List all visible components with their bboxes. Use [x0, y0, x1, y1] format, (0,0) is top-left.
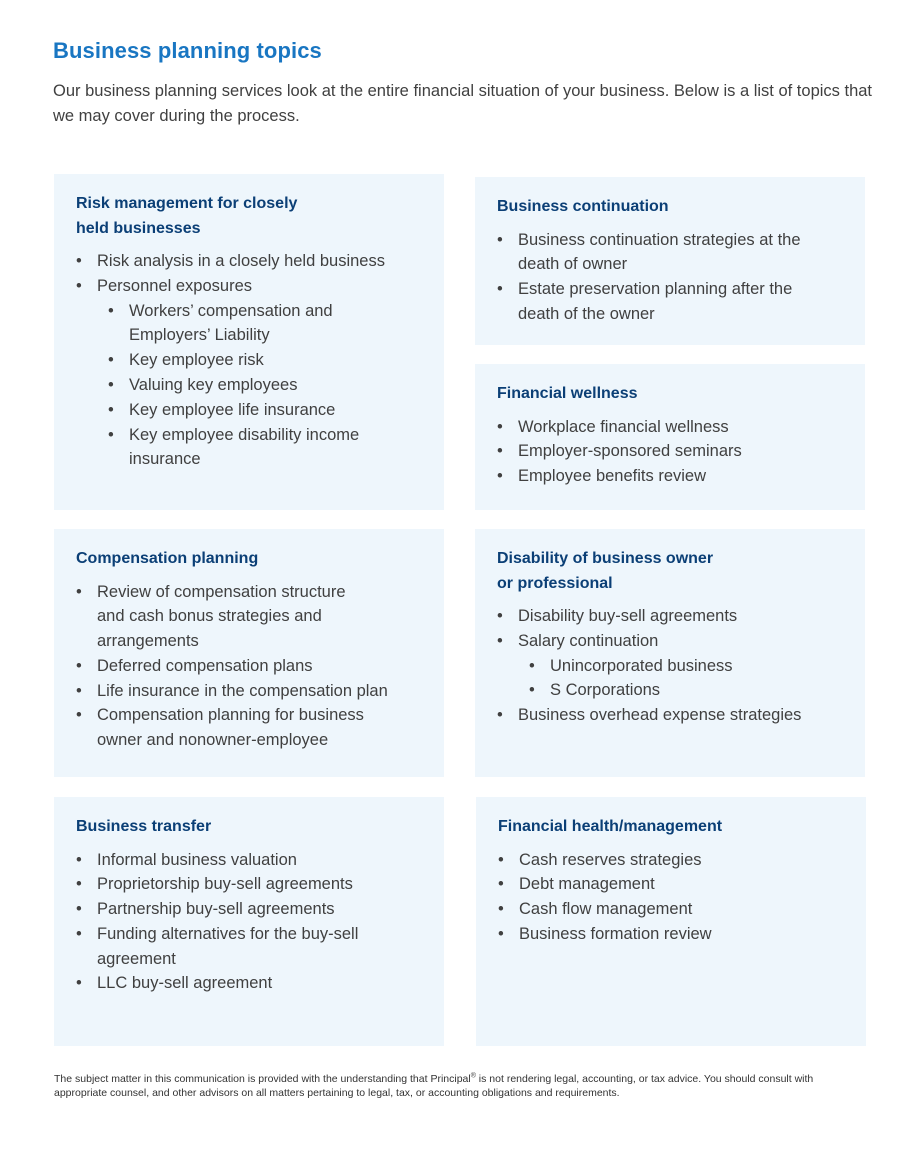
disability-list	[497, 604, 845, 728]
list-item: • Personnel exposures	[76, 274, 424, 299]
card-financial-health-title: Financial health/management	[498, 818, 723, 835]
card-disability	[475, 529, 865, 777]
list-item: • Business continuation strategies at the death of owner	[497, 228, 838, 278]
disclaimer	[54, 1073, 869, 1100]
title-line-1: Risk management for closely	[76, 195, 298, 212]
sub-list-item: • Key employee disability income insurance	[76, 423, 389, 473]
card-risk-management-title	[76, 192, 424, 241]
sub-list-item: • Workers’ compensation and Employers’ Liability	[76, 299, 359, 349]
title-line-2: or professional	[497, 574, 613, 592]
registered-mark: ®	[470, 1072, 476, 1080]
health-list	[498, 848, 846, 947]
card-business-continuation-title: Business continuation	[497, 198, 669, 215]
list-item: • Business formation review	[498, 922, 846, 947]
list-item: • Review of compensation structure and cash bonus strategies and arrangements	[76, 580, 367, 654]
list-item: • Deferred compensation plans	[76, 654, 424, 679]
list-item: • Disability buy-sell agreements	[497, 604, 845, 629]
list-item: • Debt management	[498, 872, 846, 897]
list-item: • Funding alternatives for the buy-sell agreement	[76, 922, 397, 972]
list-item: • Workplace financial wellness	[497, 415, 845, 440]
card-disability-title	[497, 547, 845, 596]
page-title: Business planning topics	[53, 38, 322, 63]
sub-list-item: • Unincorporated business	[497, 654, 845, 679]
list-item: • Compensation planning for business owner and nonowner-employee	[76, 703, 397, 753]
disclaimer-part-2: is not rendering legal, accounting, or tax advice. You should consult with appropriate counsel, and other advisors on all matters pertaining to legal, tax, or accounting obligations and requirements.	[54, 1073, 814, 1099]
card-compensation-planning-title: Compensation planning	[76, 550, 259, 567]
compensation-list	[76, 580, 424, 754]
disclaimer-part-1: The subject matter in this communication is provided with the understanding that Principal	[54, 1073, 471, 1085]
sub-list-item: • Key employee life insurance	[76, 398, 424, 423]
list-item: • Partnership buy-sell agreements	[76, 897, 424, 922]
card-risk-management	[54, 174, 444, 510]
list-item: • Business overhead expense strategies	[497, 703, 845, 728]
title-line-1: Disability of business owner	[497, 550, 714, 567]
intro-paragraph: Our business planning services look at the entire financial situation of your business. Below is a list of topics that we may cover during the process.	[53, 82, 873, 125]
list-item: • Cash flow management	[498, 897, 846, 922]
card-business-transfer-title: Business transfer	[76, 818, 212, 835]
list-item: • Informal business valuation	[76, 848, 424, 873]
transfer-list	[76, 848, 424, 997]
card-business-transfer	[54, 797, 444, 1046]
list-item: • Life insurance in the compensation plan	[76, 679, 424, 704]
card-financial-wellness	[475, 364, 865, 510]
list-item: • Estate preservation planning after the death of the owner	[497, 277, 838, 327]
title-line-2: held businesses	[76, 219, 201, 237]
list-item: • LLC buy-sell agreement	[76, 971, 424, 996]
continuation-list	[497, 228, 845, 327]
sub-list-item: • Valuing key employees	[76, 373, 424, 398]
list-item: • Salary continuation	[497, 629, 845, 654]
list-item: • Cash reserves strategies	[498, 848, 846, 873]
list-item: • Employer-sponsored seminars	[497, 439, 845, 464]
sub-list-item: • S Corporations	[497, 678, 845, 703]
sub-list-item: • Key employee risk	[76, 348, 424, 373]
card-financial-health	[476, 797, 866, 1046]
risk-list	[76, 249, 424, 472]
list-item: • Risk analysis in a closely held business	[76, 249, 424, 274]
list-item: • Employee benefits review	[497, 464, 845, 489]
card-financial-wellness-title: Financial wellness	[497, 385, 638, 402]
list-item: • Proprietorship buy-sell agreements	[76, 872, 424, 897]
card-compensation-planning	[54, 529, 444, 777]
wellness-list	[497, 415, 845, 489]
card-business-continuation	[475, 177, 865, 345]
